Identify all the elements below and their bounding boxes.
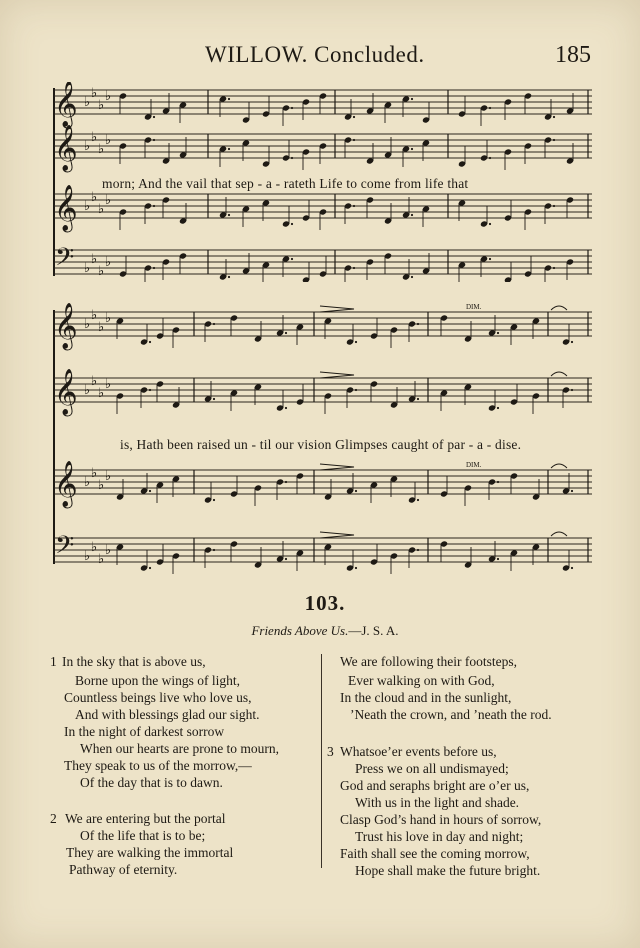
verse-number: 1 xyxy=(50,654,57,669)
hymn-number: 103. xyxy=(304,591,346,615)
verse-line: Countless beings live who love us, xyxy=(64,690,252,705)
verse-line: Press we on all undismayed; xyxy=(355,761,509,776)
dot xyxy=(411,148,413,150)
flat-sign: ♭ xyxy=(84,139,91,154)
dot xyxy=(497,332,499,334)
dot xyxy=(417,323,419,325)
dot xyxy=(489,107,491,109)
dot xyxy=(497,481,499,483)
verse-line: They speak to us of the morrow,— xyxy=(64,758,252,773)
verse-line: Of the day that is to dawn. xyxy=(80,775,223,790)
page-number: 185 xyxy=(555,42,591,68)
verse-line: Of the life that is to be; xyxy=(80,828,206,843)
fermata xyxy=(551,372,567,376)
flat-sign: ♭ xyxy=(98,552,105,567)
flat-sign: ♭ xyxy=(98,98,105,113)
verse-number: 3 xyxy=(327,744,334,759)
dot xyxy=(291,157,293,159)
decrescendo-mark xyxy=(320,532,354,538)
dot xyxy=(291,223,293,225)
dot xyxy=(571,567,573,569)
page-header xyxy=(0,42,640,76)
dot xyxy=(553,139,555,141)
verse-line: With us in the light and shade. xyxy=(355,795,520,810)
verse-number: 2 xyxy=(50,811,57,826)
dot xyxy=(571,490,573,492)
flat-sign: ♭ xyxy=(91,86,98,101)
dot xyxy=(149,567,151,569)
decrescendo-mark xyxy=(320,372,354,378)
flat-sign: ♭ xyxy=(84,383,91,398)
dot xyxy=(153,139,155,141)
flat-sign: ♭ xyxy=(105,311,112,326)
verse-line: Clasp God’s hand in hours of sorrow, xyxy=(340,812,542,827)
dot xyxy=(417,398,419,400)
dot xyxy=(353,205,355,207)
flat-sign: ♭ xyxy=(98,202,105,217)
verse-line: We are entering but the portal xyxy=(65,811,226,826)
dot xyxy=(417,499,419,501)
dot xyxy=(213,499,215,501)
flat-sign: ♭ xyxy=(91,190,98,205)
verse-line: Trust his love in day and night; xyxy=(355,829,524,844)
verse-line: God and seraphs bright are o’er us, xyxy=(340,778,530,793)
flat-sign: ♭ xyxy=(84,475,91,490)
dot xyxy=(153,205,155,207)
flat-sign: ♭ xyxy=(98,386,105,401)
dot xyxy=(213,398,215,400)
dot xyxy=(291,258,293,260)
verse-line: ’Neath the crown, and ’neath the rod. xyxy=(350,707,552,722)
dot xyxy=(571,389,573,391)
dot xyxy=(497,558,499,560)
verse-line: Faith shall see the coming morrow, xyxy=(340,846,530,861)
verse-line: In the night of darkest sorrow xyxy=(64,724,225,739)
flat-sign: ♭ xyxy=(91,466,98,481)
dot xyxy=(553,205,555,207)
verse-line: Hope shall make the future bright. xyxy=(355,863,541,878)
bass-clef: 𝄢 xyxy=(55,531,75,566)
dot xyxy=(149,341,151,343)
fermata xyxy=(551,306,567,310)
dot xyxy=(417,549,419,551)
flat-sign: ♭ xyxy=(98,142,105,157)
dot xyxy=(355,389,357,391)
dot xyxy=(571,341,573,343)
lyric-line-1: morn; And the vail that sep - a - rateth Life to come from life that xyxy=(102,176,469,191)
dot xyxy=(497,407,499,409)
dot xyxy=(353,139,355,141)
verse-line: Pathway of eternity. xyxy=(69,862,178,877)
flat-sign: ♭ xyxy=(84,549,91,564)
verse-line: Whatsoe’er events before us, xyxy=(340,744,497,759)
dot xyxy=(353,267,355,269)
dot xyxy=(355,341,357,343)
dot xyxy=(355,490,357,492)
dot xyxy=(285,558,287,560)
dynamic-marking: DIM. xyxy=(466,303,482,311)
dot xyxy=(353,116,355,118)
verse-line: We are following their footsteps, xyxy=(340,654,517,669)
verse-line: Borne upon the wings of light, xyxy=(75,673,240,688)
dot xyxy=(153,116,155,118)
fermata xyxy=(551,464,567,468)
dot xyxy=(285,407,287,409)
flat-sign: ♭ xyxy=(98,264,105,279)
treble-clef: 𝄞 xyxy=(54,369,78,415)
flat-sign: ♭ xyxy=(105,133,112,148)
dot xyxy=(291,107,293,109)
verse-line: When our hearts are prone to mourn, xyxy=(80,741,280,756)
lyric-line-2: is, Hath been raised un - til our vision Glimpses caught of par - a - dise. xyxy=(120,437,522,452)
dot xyxy=(411,214,413,216)
flat-sign: ♭ xyxy=(84,261,91,276)
flat-sign: ♭ xyxy=(105,543,112,558)
fermata xyxy=(551,532,567,536)
dot xyxy=(153,267,155,269)
flat-sign: ♭ xyxy=(91,374,98,389)
decrescendo-mark xyxy=(320,464,354,470)
treble-clef: 𝄞 xyxy=(54,82,78,127)
flat-sign: ♭ xyxy=(105,255,112,270)
column-divider xyxy=(321,654,322,868)
verse-line: Ever walking on with God, xyxy=(348,673,495,688)
dot xyxy=(213,323,215,325)
flat-sign: ♭ xyxy=(91,540,98,555)
dot xyxy=(411,276,413,278)
dot xyxy=(228,214,230,216)
hymn-author: —J. S. A. xyxy=(348,623,399,638)
dot xyxy=(553,116,555,118)
flat-sign: ♭ xyxy=(105,469,112,484)
flat-sign: ♭ xyxy=(84,199,91,214)
flat-sign: ♭ xyxy=(91,252,98,267)
flat-sign: ♭ xyxy=(91,308,98,323)
flat-sign: ♭ xyxy=(105,377,112,392)
dot xyxy=(489,223,491,225)
dot xyxy=(228,276,230,278)
dot xyxy=(149,490,151,492)
flat-sign: ♭ xyxy=(84,95,91,110)
dot xyxy=(489,258,491,260)
dot xyxy=(411,98,413,100)
hymn-title: Friends Above Us. xyxy=(251,623,349,638)
hymn-subtitle xyxy=(0,623,640,639)
decrescendo-mark xyxy=(320,306,354,312)
dot xyxy=(489,157,491,159)
dynamic-marking: DIM. xyxy=(466,461,482,469)
verse-line: In the sky that is above us, xyxy=(62,654,206,669)
treble-clef: 𝄞 xyxy=(54,125,78,171)
treble-clef: 𝄞 xyxy=(54,461,78,507)
flat-sign: ♭ xyxy=(105,193,112,208)
flat-sign: ♭ xyxy=(98,478,105,493)
verse-line: They are walking the immortal xyxy=(66,845,234,860)
bass-clef: 𝄢 xyxy=(55,243,75,278)
flat-sign: ♭ xyxy=(98,320,105,335)
treble-clef: 𝄞 xyxy=(54,303,78,349)
dot xyxy=(355,567,357,569)
verse-line: And with blessings glad our sight. xyxy=(75,707,260,722)
dot xyxy=(553,267,555,269)
flat-sign: ♭ xyxy=(84,317,91,332)
flat-sign: ♭ xyxy=(91,130,98,145)
flat-sign: ♭ xyxy=(105,89,112,104)
dot xyxy=(228,148,230,150)
dot xyxy=(228,98,230,100)
dot xyxy=(149,389,151,391)
dot xyxy=(213,549,215,551)
treble-clef: 𝄞 xyxy=(54,185,78,231)
verse-line: In the cloud and in the sunlight, xyxy=(340,690,512,705)
dot xyxy=(285,481,287,483)
dot xyxy=(285,332,287,334)
running-title: WILLOW. Concluded. xyxy=(205,42,425,67)
